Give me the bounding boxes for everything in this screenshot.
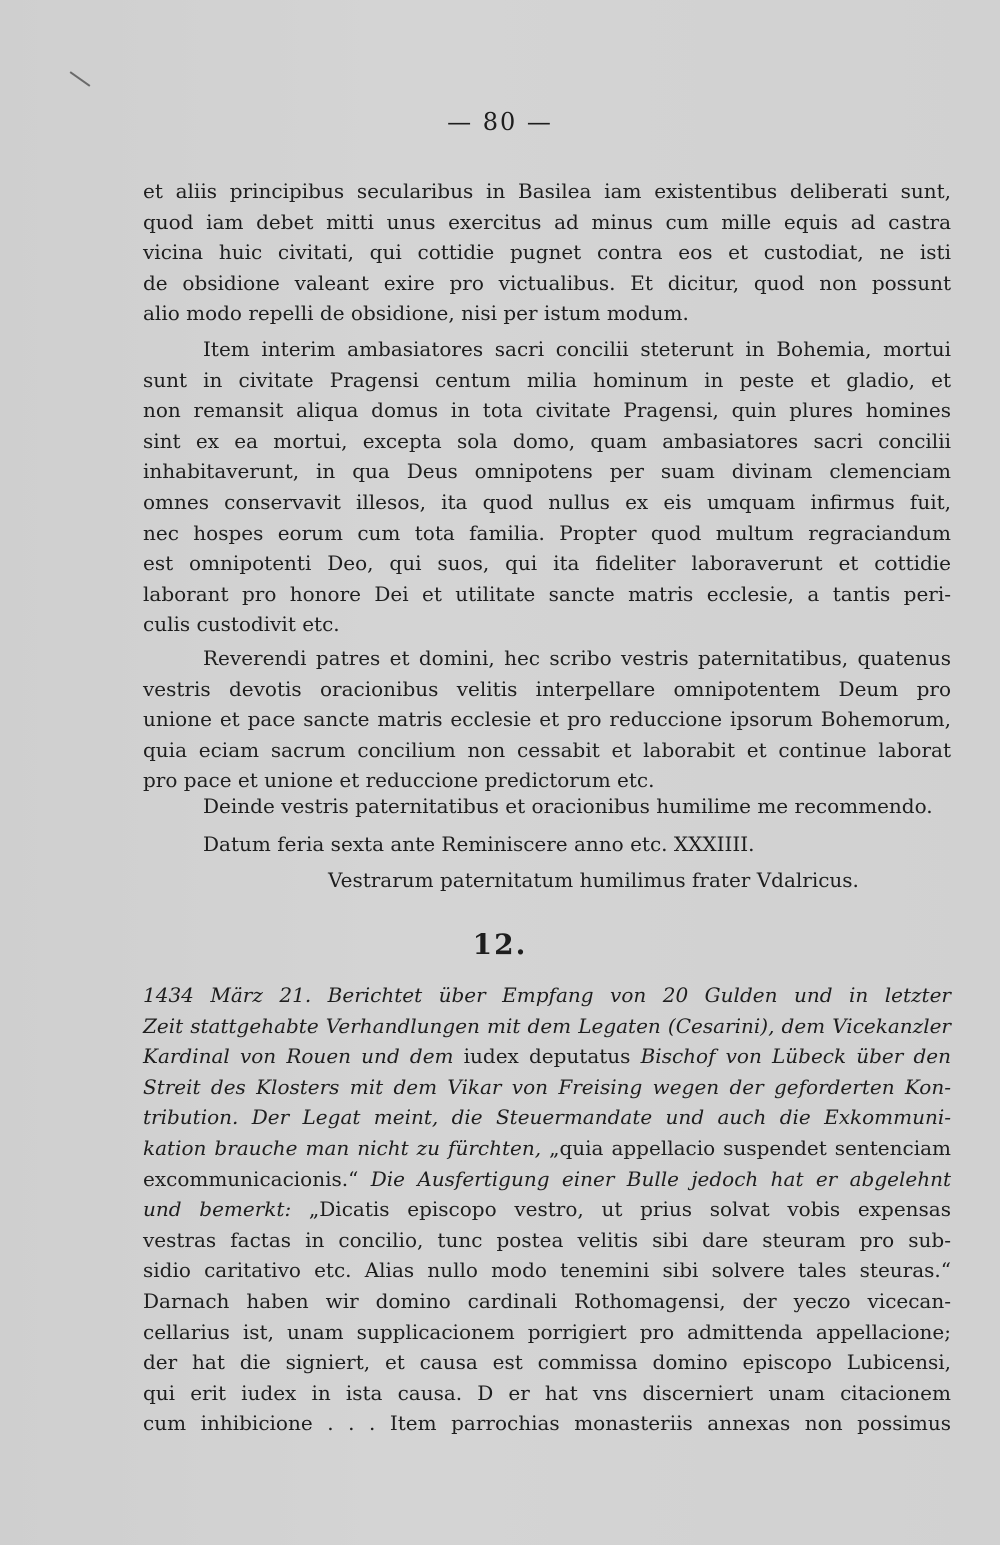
roman-text: Darnach haben wir domino cardinali Rothomagensi, der yeczo vicecan-: [143, 1288, 951, 1313]
paragraph-1: [143, 176, 951, 329]
roman-text: vestras factas in concilio, tunc postea velitis sibi dare steuram pro sub-: [143, 1227, 951, 1252]
text-line: [143, 1317, 951, 1348]
paragraph-2: [143, 334, 951, 640]
text-line: et aliis principibus secularibus in Basilea iam existentibus deliberati sunt,: [143, 179, 951, 203]
text-line: [143, 1133, 951, 1164]
text-line: omnes conservavit illesos, ita quod nullus ex eis umquam infirmus fuit,: [143, 489, 951, 514]
text-line: [143, 1164, 951, 1195]
text-line: [143, 1102, 951, 1133]
roman-text: sidio caritativo etc. Alias nullo modo tenemini sibi solvere tales steuras.“: [143, 1258, 951, 1283]
section-number: 12.: [472, 928, 528, 961]
roman-text: der hat die signiert, et causa est commissa domino episcopo Lubicensi,: [143, 1350, 951, 1375]
text-line: sunt in civitate Pragensi centum milia hominum in peste et gladio, et: [143, 367, 951, 392]
text-line: est omnipotenti Deo, qui suos, qui ita fideliter laboraverunt et cottidie: [143, 551, 951, 576]
italic-text: kation brauche man nicht zu fürchten,: [143, 1135, 550, 1160]
italic-text: Die Ausfertigung einer Bulle jedoch hat er abgelehnt: [370, 1166, 951, 1191]
text-line: Reverendi patres et domini, hec scribo vestris paternitatibus, quatenus: [203, 646, 951, 670]
text-line: [143, 1041, 951, 1072]
italic-text: Streit des Klosters mit dem Vikar von Freising wegen der geforderten Kon-: [143, 1074, 951, 1099]
regest-paragraph: [143, 980, 951, 1439]
text-line: inhabitaverunt, in qua Deus omnipotens per suam divinam clemenciam: [143, 459, 951, 484]
roman-text: cum inhibicione . . . Item parrochias monasteriis annexas non possimus: [143, 1411, 951, 1436]
paragraph-3: [143, 643, 951, 796]
roman-text: iudex deputatus: [463, 1044, 641, 1069]
italic-text: Kardinal von Rouen und dem: [143, 1044, 464, 1069]
text-line: Item interim ambasiatores sacri concilii steterunt in Bohemia, mortui: [203, 337, 951, 361]
italic-text: tribution. Der Legat meint, die Steuermandate und auch die Exkommuni-: [143, 1105, 951, 1130]
text-line: [143, 1286, 951, 1317]
italic-text: Bischof von Lübeck über den: [640, 1044, 951, 1069]
closing-signature: Vestrarum paternitatum humilimus frater Vdalricus.: [328, 868, 859, 892]
roman-text: qui erit iudex in ista causa. D er hat vns discerniert unam citacionem: [143, 1380, 951, 1405]
text-line: nec hospes eorum cum tota familia. Propter quod multum regraciandum: [143, 520, 951, 545]
text-line: de obsidione valeant exire pro victualibus. Et dicitur, quod non possunt: [143, 270, 951, 295]
text-line: quod iam debet mitti unus exercitus ad minus cum mille equis ad castra: [143, 209, 951, 234]
text-line: vestris devotis oracionibus velitis interpellare omnipotentem Deum pro: [143, 676, 951, 701]
roman-text: „quia appellacio suspendet sentenciam: [549, 1135, 951, 1160]
text-line: [143, 1011, 951, 1042]
closing-date: Datum feria sexta ante Reminiscere anno etc. XXXIIII.: [203, 832, 755, 856]
text-line: quia eciam sacrum concilium non cessabit et laborabit et continue laborat: [143, 737, 951, 762]
page-number: — 80 —: [447, 108, 553, 136]
text-line: laborant pro honore Dei et utilitate sancte matris ecclesie, a tantis peri-: [143, 581, 951, 606]
roman-text: excommunicacionis.“: [143, 1166, 371, 1191]
scan-mark: [70, 71, 91, 86]
text-line: [143, 1072, 951, 1103]
text-line: [143, 1408, 951, 1439]
text-line: [143, 1225, 951, 1256]
text-line: vicina huic civitati, qui cottidie pugnet contra eos et custodiat, ne isti: [143, 240, 951, 265]
text-line: culis custodivit etc.: [143, 612, 340, 637]
italic-text: 1434 März 21. Berichtet über Empfang von 20 Gulden und in letzter: [143, 983, 951, 1007]
text-line: pro pace et unione et reduccione predictorum etc.: [143, 768, 655, 793]
text-line: [143, 980, 951, 1011]
text-line: [143, 1347, 951, 1378]
roman-text: cellarius ist, unam supplicacionem porrigiert pro admittenda appellacione;: [143, 1319, 951, 1344]
text-line: [143, 1378, 951, 1409]
text-line: [143, 1194, 951, 1225]
italic-text: Zeit stattgehabte Verhandlungen mit dem Legaten (Cesarini), dem Vicekanzler: [143, 1013, 951, 1038]
italic-text: und bemerkt:: [143, 1197, 309, 1222]
text-line: alio modo repelli de obsidione, nisi per istum modum.: [143, 301, 689, 326]
roman-text: „Dicatis episcopo vestro, ut prius solvat vobis expensas: [308, 1197, 951, 1222]
closing-recommendation: Deinde vestris paternitatibus et oracionibus humilime me recommendo.: [203, 794, 933, 818]
text-line: non remansit aliqua domus in tota civitate Pragensi, quin plures homines: [143, 398, 951, 423]
text-line: [143, 1255, 951, 1286]
text-line: sint ex ea mortui, excepta sola domo, quam ambasiatores sacri concilii: [143, 428, 951, 453]
text-line: unione et pace sancte matris ecclesie et pro reduccione ipsorum Bohemorum,: [143, 707, 951, 732]
